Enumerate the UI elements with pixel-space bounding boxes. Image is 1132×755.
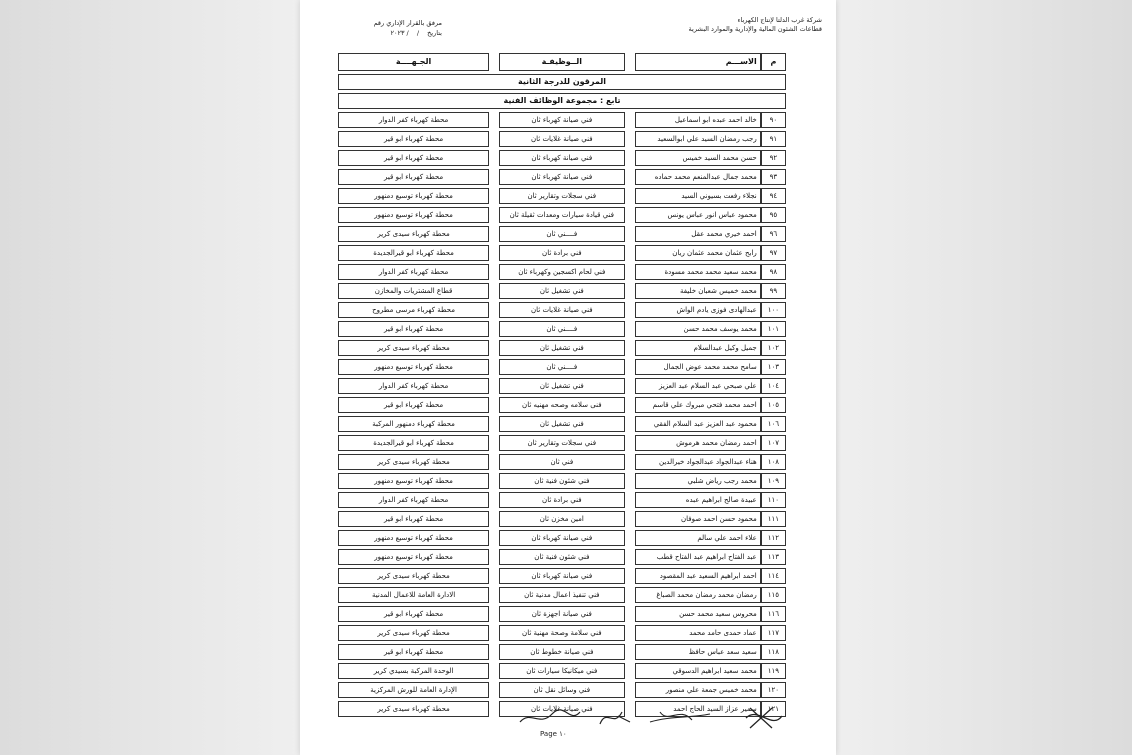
row-number: ١٠٩: [761, 473, 786, 489]
row-job: فني صيانة اجهزة ثان: [499, 606, 625, 622]
row-job: فني تشغيل ثان: [499, 283, 625, 299]
row-destination: محطة كهرباء ابو قير: [338, 321, 489, 337]
row-name: رجب رمضان السيد علي ابوالسعيد: [635, 131, 761, 147]
table-row: [338, 511, 786, 527]
row-destination: محطة كهرباء سيدى كرير: [338, 701, 489, 717]
row-destination: محطة كهرباء ابو قير: [338, 169, 489, 185]
row-number: ١٠٦: [761, 416, 786, 432]
table-row: [338, 321, 786, 337]
row-number: ١١٩: [761, 663, 786, 679]
page-number: Page ١٠: [540, 730, 567, 738]
row-destination: محطة كهرباء ابو قير: [338, 131, 489, 147]
row-destination: محطة كهرباء كفر الدوار: [338, 378, 489, 394]
row-name: محمد خميس جمعة علي منصور: [635, 682, 761, 698]
department-name: قطاعات الشئون المالية والإدارية والموارد البشرية: [688, 25, 822, 33]
row-name: محمد سعيد محمد محمد مسودة: [635, 264, 761, 280]
row-number: ٩٦: [761, 226, 786, 242]
attachment-label: مرفق بالقرار الإداري رقم: [373, 19, 442, 27]
table-row: [338, 378, 786, 394]
row-name: احمد خيري محمد عقل: [635, 226, 761, 242]
row-destination: محطة كهرباء توسيع دمنهور: [338, 530, 489, 546]
row-number: ١١٤: [761, 568, 786, 584]
row-job: فني شئون فنية ثان: [499, 549, 625, 565]
row-destination: محطة كهرباء ابو قيرالجديدة: [338, 435, 489, 451]
row-number: ١٠٢: [761, 340, 786, 356]
row-destination: قطاع المشتريات والمخازن: [338, 283, 489, 299]
row-number: ١٠٤: [761, 378, 786, 394]
row-number: ٩٠: [761, 112, 786, 128]
row-destination: محطة كهرباء ابو قير: [338, 511, 489, 527]
row-destination: محطة كهرباء توسيع دمنهور: [338, 207, 489, 223]
row-destination: محطة كهرباء ابو قيرالجديدة: [338, 245, 489, 261]
row-name: محمد خميس شعبان خليفة: [635, 283, 761, 299]
row-job: فني ميكانيكا سيارات ثان: [499, 663, 625, 679]
row-destination: محطة كهرباء كفر الدوار: [338, 264, 489, 280]
table-row: [338, 644, 786, 660]
table-row: [338, 454, 786, 470]
row-destination: محطة كهرباء سيدى كرير: [338, 625, 489, 641]
row-name: محمد جمال عبدالمنعم محمد حماده: [635, 169, 761, 185]
row-job: فنى سلامه وصحه مهنيه ثان: [499, 397, 625, 413]
subsection-title-row: [338, 93, 786, 109]
table-row: [338, 549, 786, 565]
row-name: محمد سعيد ابراهيم الدسوقي: [635, 663, 761, 679]
section-title: المرقون للدرجة الثانية: [338, 74, 786, 90]
table-row: [338, 302, 786, 318]
row-job: فــــني ثان: [499, 226, 625, 242]
background-right: [832, 0, 1132, 755]
row-destination: الوحدة المركبة بسيدي كرير: [338, 663, 489, 679]
background-left: [0, 0, 300, 755]
row-name: احمد ابراهيم السعيد عبد المقصود: [635, 568, 761, 584]
row-number: ٩٩: [761, 283, 786, 299]
row-job: فني سجلات وتقارير ثان: [499, 435, 625, 451]
row-destination: محطة كهرباء توسيع دمنهور: [338, 473, 489, 489]
row-name: علي صبحي عبد السلام عبد العزيز: [635, 378, 761, 394]
row-name: احمد رمضان محمد هرموش: [635, 435, 761, 451]
row-job: فني تشغيل ثان: [499, 340, 625, 356]
row-name: محمد يوسف محمد حسن: [635, 321, 761, 337]
row-name: محمود حسن احمد صوفان: [635, 511, 761, 527]
table-row: [338, 587, 786, 603]
table-row: [338, 397, 786, 413]
row-destination: محطة كهرباء سيدى كرير: [338, 568, 489, 584]
row-number: ١١٥: [761, 587, 786, 603]
row-number: ٩٨: [761, 264, 786, 280]
row-number: ١٠٠: [761, 302, 786, 318]
row-number: ١٠١: [761, 321, 786, 337]
table-row: [338, 359, 786, 375]
table-row: [338, 663, 786, 679]
col-header-dest: الجـهــــة: [338, 53, 489, 71]
row-destination: محطة كهرباء مرسى مطروح: [338, 302, 489, 318]
row-job: امين مخزن ثان: [499, 511, 625, 527]
row-number: ١٢١: [761, 701, 786, 717]
row-name: نجلاء رفعت بسيوني السيد: [635, 188, 761, 204]
row-name: جميل وكيل عبدالسلام: [635, 340, 761, 356]
table-row: [338, 682, 786, 698]
date-row: [322, 28, 442, 38]
row-number: ١١٠: [761, 492, 786, 508]
row-job: فني سجلات وتقارير ثان: [499, 188, 625, 204]
row-job: فني صيانة خطوط ثان: [499, 644, 625, 660]
row-number: ٩٤: [761, 188, 786, 204]
table-row: [338, 188, 786, 204]
table-row: [338, 169, 786, 185]
row-number: ١٠٨: [761, 454, 786, 470]
table-row: [338, 150, 786, 166]
row-number: ٩١: [761, 131, 786, 147]
row-name: سمير عزاز السيد الحاج احمد: [635, 701, 761, 717]
row-name: عماد حمدى حامد محمد: [635, 625, 761, 641]
row-name: عبدالهادى فوزى يادم الواش: [635, 302, 761, 318]
section-title-row: [338, 74, 786, 90]
row-name: هناء عبدالجواد عبدالجواد خيرالدين: [635, 454, 761, 470]
signature-stroke-2: [600, 712, 630, 724]
row-number: ١١٣: [761, 549, 786, 565]
row-destination: محطة كهرباء سيدى كرير: [338, 226, 489, 242]
row-destination: محطة كهرباء ابو قير: [338, 150, 489, 166]
row-destination: الإدارة العامة للورش المركزية: [338, 682, 489, 698]
row-job: فني صيانة كهرباء ثان: [499, 530, 625, 546]
subsection-title: تابع : مجموعة الوظائف الفنية: [338, 93, 786, 109]
row-job: فني صيانة غلايات ثان: [499, 302, 625, 318]
date-year: / ٢٠٢٣: [390, 29, 409, 37]
row-destination: محطة كهرباء دمنهور المركبة: [338, 416, 489, 432]
row-job: فني تشغيل ثان: [499, 416, 625, 432]
row-job: فني صيانة غلايات ثان: [499, 701, 625, 717]
company-header: [652, 16, 822, 34]
table-row: [338, 245, 786, 261]
row-job: فني وسائل نقل ثان: [499, 682, 625, 698]
table-row: [338, 473, 786, 489]
row-name: رابح عثمان محمد عثمان ريان: [635, 245, 761, 261]
row-number: ١٢٠: [761, 682, 786, 698]
table-row: [338, 435, 786, 451]
col-header-num: م: [761, 53, 786, 71]
row-destination: محطة كهرباء سيدى كرير: [338, 454, 489, 470]
row-job: فني سلامة وصحة مهنية ثان: [499, 625, 625, 641]
table-row: [338, 416, 786, 432]
table-row: [338, 264, 786, 280]
signatures: [510, 702, 810, 732]
table-row: [338, 530, 786, 546]
row-job: فني صيانة كهرباء ثان: [499, 169, 625, 185]
decision-reference: [322, 18, 442, 38]
row-number: ١١٦: [761, 606, 786, 622]
row-name: عبيدة صالح ابراهيم عبده: [635, 492, 761, 508]
row-number: ١١٨: [761, 644, 786, 660]
col-header-name: الاســـم: [635, 53, 761, 71]
table-row: [338, 131, 786, 147]
row-name: حسن محمد السيد خميس: [635, 150, 761, 166]
row-name: سامح محمد محمد عوض الجمال: [635, 359, 761, 375]
signature-stroke-4: [746, 708, 782, 728]
row-job: فني لحام اكسجين وكهرباء ثان: [499, 264, 625, 280]
row-name: محمود عباس انور عباس يونس: [635, 207, 761, 223]
table-row: [338, 340, 786, 356]
table-row: [338, 568, 786, 584]
row-number: ١١٧: [761, 625, 786, 641]
row-job: فني برادة ثان: [499, 245, 625, 261]
table-row: [338, 112, 786, 128]
row-number: ٩٢: [761, 150, 786, 166]
row-destination: الادارة العامة للاعمال المدنية: [338, 587, 489, 603]
col-header-job: الــوظيفـة: [499, 53, 625, 71]
row-name: محروس سعيد محمد حسن: [635, 606, 761, 622]
row-destination: محطة كهرباء سيدى كرير: [338, 340, 489, 356]
row-destination: محطة كهرباء كفر الدوار: [338, 112, 489, 128]
row-name: عبد الفتاح ابراهيم عبد الفتاح قطب: [635, 549, 761, 565]
row-job: فــــني ثان: [499, 359, 625, 375]
row-number: ٩٧: [761, 245, 786, 261]
row-job: فني تشغيل ثان: [499, 378, 625, 394]
table-row: [338, 226, 786, 242]
row-number: ٩٣: [761, 169, 786, 185]
signature-stroke-3: [650, 712, 710, 722]
row-destination: محطة كهرباء توسيع دمنهور: [338, 188, 489, 204]
table-header-row: [338, 53, 786, 71]
row-destination: محطة كهرباء ابو قير: [338, 644, 489, 660]
row-name: احمد محمد فتحي مبروك علي قاسم: [635, 397, 761, 413]
promotion-table: [338, 50, 786, 720]
table-row: [338, 283, 786, 299]
row-name: خالد احمد عبده ابو اسماعيل: [635, 112, 761, 128]
row-number: ١١٢: [761, 530, 786, 546]
signature-stroke-1: [520, 710, 580, 722]
row-name: محمود عبد العزيز عبد السلام الفقي: [635, 416, 761, 432]
row-number: ١١١: [761, 511, 786, 527]
row-destination: محطة كهرباء ابو قير: [338, 606, 489, 622]
row-job: فني برادة ثان: [499, 492, 625, 508]
table-row: [338, 606, 786, 622]
row-destination: محطة كهرباء ابو قير: [338, 397, 489, 413]
row-number: ٩٥: [761, 207, 786, 223]
row-name: محمد رجب رياض شلبي: [635, 473, 761, 489]
document-page: [300, 0, 836, 755]
row-number: ١٠٣: [761, 359, 786, 375]
row-name: رمضان محمد رمضان محمد الصباغ: [635, 587, 761, 603]
table-row: [338, 492, 786, 508]
row-job: فني صيانة كهرباء ثان: [499, 150, 625, 166]
row-name: سعيد سعد عباس حافظ: [635, 644, 761, 660]
row-job: فني ثان: [499, 454, 625, 470]
row-job: فني صيانة كهرباء ثان: [499, 568, 625, 584]
row-destination: محطة كهرباء توسيع دمنهور: [338, 359, 489, 375]
row-number: ١٠٥: [761, 397, 786, 413]
row-job: فني قيادة سيارات ومعدات ثقيلة ثان: [499, 207, 625, 223]
row-name: علاء احمد علي سالم: [635, 530, 761, 546]
row-job: فــــني ثان: [499, 321, 625, 337]
row-job: فني شئون فنية ثان: [499, 473, 625, 489]
table-row: [338, 207, 786, 223]
row-destination: محطة كهرباء توسيع دمنهور: [338, 549, 489, 565]
row-number: ١٠٧: [761, 435, 786, 451]
date-label: بتاريخ: [427, 29, 442, 37]
row-job: فني صيانة كهرباء ثان: [499, 112, 625, 128]
date-sep: /: [416, 29, 420, 37]
row-job: فني تنفيذ اعمال مدنية ثان: [499, 587, 625, 603]
row-job: فني صيانة غلايات ثان: [499, 131, 625, 147]
row-destination: محطة كهرباء كفر الدوار: [338, 492, 489, 508]
table-row: [338, 625, 786, 641]
company-name: شركة غرب الدلتا لإنتاج الكهرباء: [737, 16, 822, 24]
